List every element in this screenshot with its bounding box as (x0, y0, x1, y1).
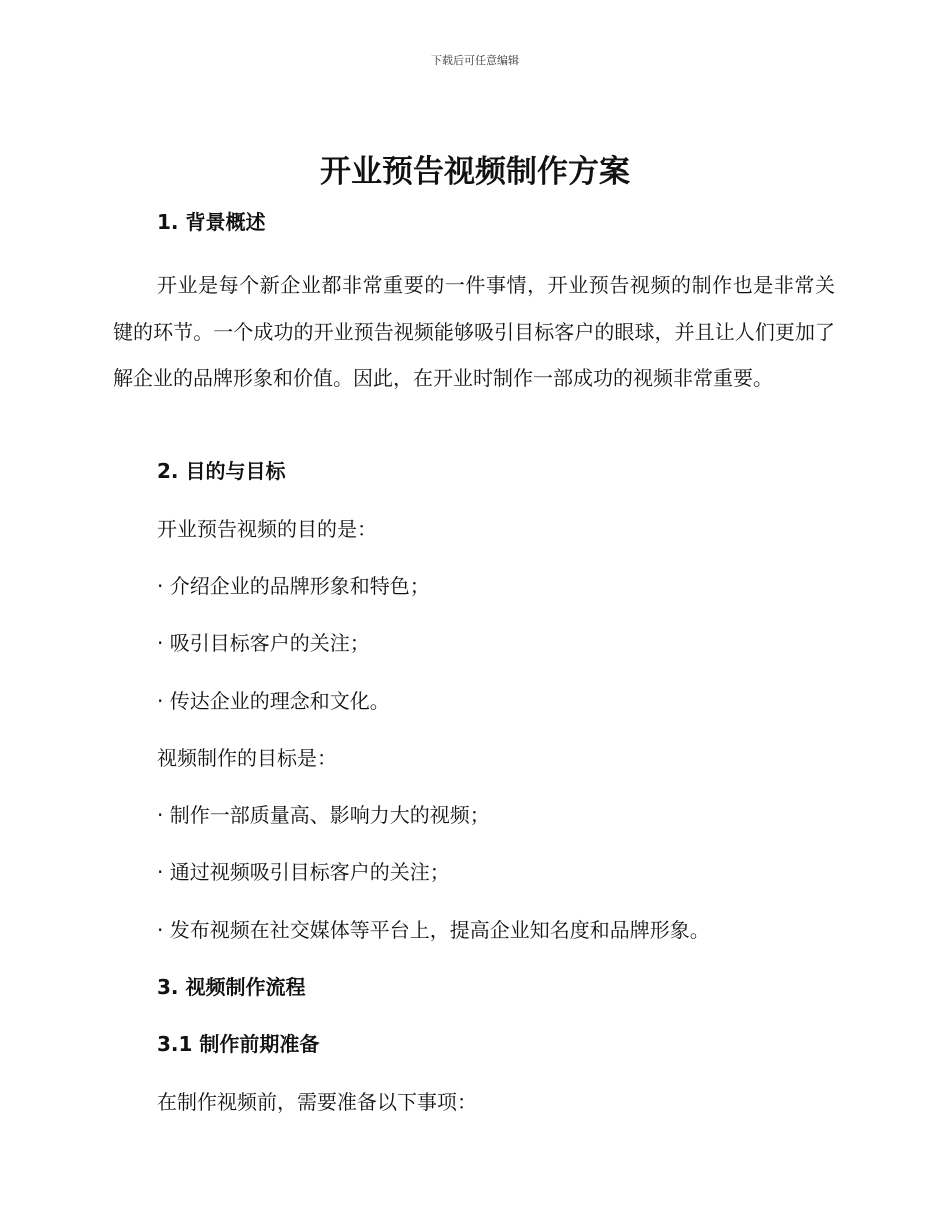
subsection-heading-preparation: 3.1 制作前期准备 (157, 1032, 320, 1056)
goal-item: · 制作一部质量高、影响力大的视频； (157, 803, 490, 827)
purpose-item: · 吸引目标客户的关注； (157, 631, 370, 655)
goal-item: · 发布视频在社交媒体等平台上，提高企业知名度和品牌形象。 (157, 918, 710, 942)
section-heading-background: 1. 背景概述 (157, 210, 266, 234)
document-title: 开业预告视频制作方案 (320, 154, 630, 190)
preparation-intro: 在制作视频前，需要准备以下事项： (157, 1090, 477, 1114)
goal-item: · 通过视频吸引目标客户的关注； (157, 860, 450, 884)
goal-intro: 视频制作的目标是： (157, 746, 337, 770)
purpose-intro: 开业预告视频的目的是： (157, 517, 377, 541)
purpose-item: · 传达企业的理念和文化。 (157, 689, 390, 713)
section-heading-purpose: 2. 目的与目标 (157, 459, 286, 483)
purpose-item: · 介绍企业的品牌形象和特色； (157, 574, 430, 598)
section-heading-process: 3. 视频制作流程 (157, 975, 306, 999)
header-note: 下载后可任意编辑 (431, 54, 519, 67)
background-paragraph: 开业是每个新企业都非常重要的一件事情，开业预告视频的制作也是非常关键的环节。一个成功的开业预告视频能够吸引目标客户的眼球，并且让人们更加了解企业的品牌形象和价值。因此，在开业时制作一部成功的视频非常重要。 (113, 273, 835, 390)
